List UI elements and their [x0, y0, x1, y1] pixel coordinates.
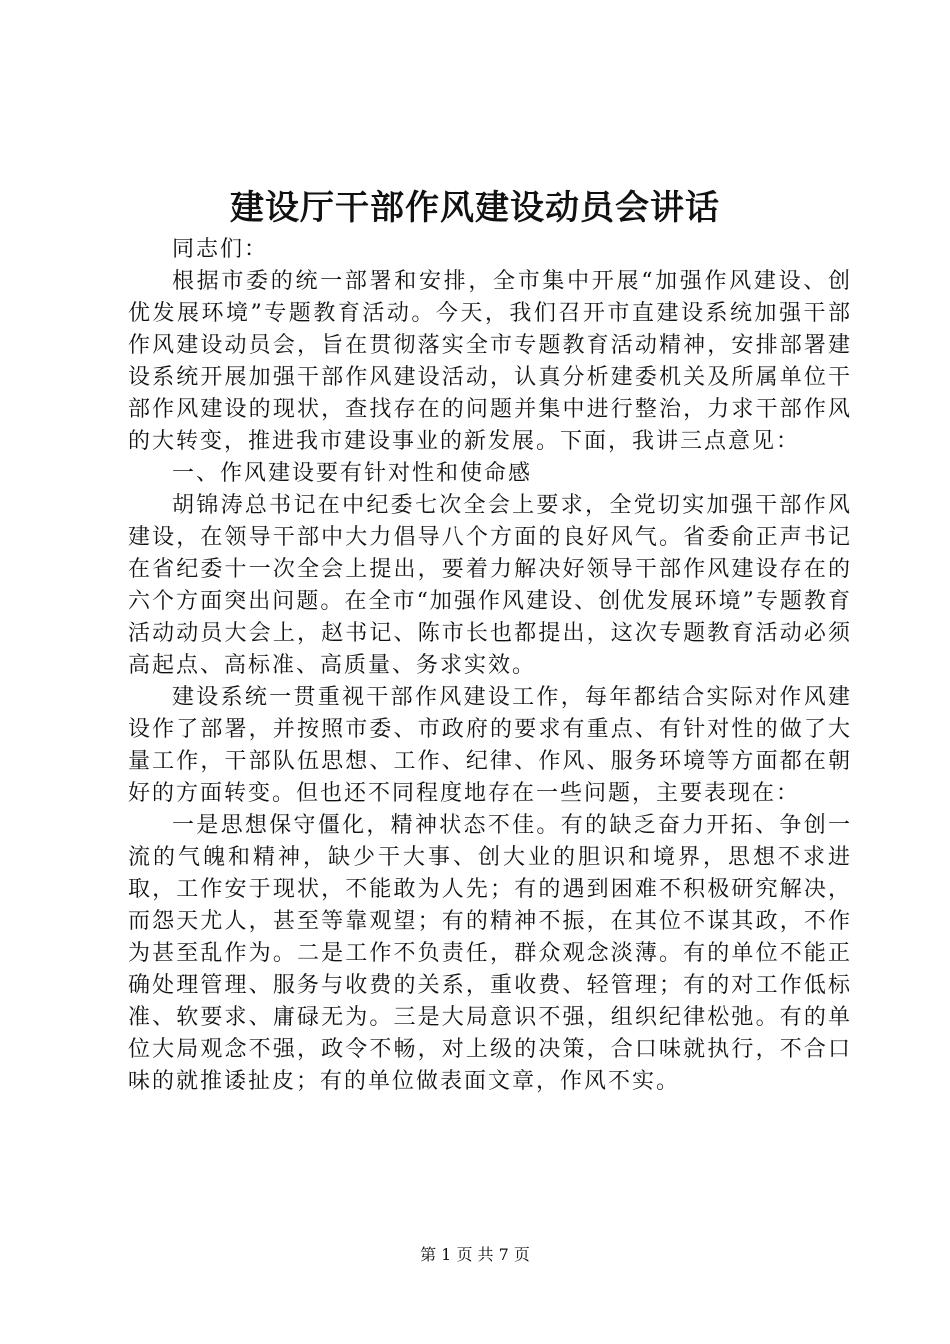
section-heading: 一、作风建设要有针对性和使命感	[172, 461, 533, 486]
document-body	[128, 234, 852, 1098]
body-paragraph: 胡锦涛总书记在中纪委七次全会上要求，全党切实加强干部作风建设，在领导干部中大力倡导八个方面的良好风气。省委俞正声书记在省纪委十一次全会上提出，要着力解决好领导干部作风建设存在的六个方面突出问题。在全市“加强作风建设、创优发展环境”专题教育活动动员大会上，赵书记、陈市长也都提出，这次专题教育活动必须高起点、高标准、高质量、务求实效。	[128, 493, 852, 678]
page-number-footer: 第 1 页 共 7 页	[420, 1245, 530, 1264]
body-paragraph: 建设系统一贯重视干部作风建设工作，每年都结合实际对作风建设作了部署，并按照市委、市政府的要求有重点、有针对性的做了大量工作，干部队伍思想、工作、纪律、作风、服务环境等方面都在朝好的方面转变。但也还不同程度地存在一些问题，主要表现在：	[128, 685, 852, 806]
intro-paragraph: 根据市委的统一部署和安排，全市集中开展“加强作风建设、创优发展环境”专题教育活动。今天，我们召开市直建设系统加强干部作风建设动员会，旨在贯彻落实全市专题教育活动精神，安排部署建设系统开展加强干部作风建设活动，认真分析建委机关及所属单位干部作风建设的现状，查找存在的问题并集中进行整治，力求干部作风的大转变，推进我市建设事业的新发展。下面，我讲三点意见：	[128, 269, 852, 454]
salutation-paragraph: 同志们：	[172, 237, 269, 262]
body-paragraph: 一是思想保守僵化，精神状态不佳。有的缺乏奋力开拓、争创一流的气魄和精神，缺少干大事、创大业的胆识和境界，思想不求进取，工作安于现状，不能敢为人先；有的遇到困难不积极研究解决，而怨天尤人，甚至等靠观望；有的精神不振，在其位不谋其政，不作为甚至乱作为。二是工作不负责任，群众观念淡薄。有的单位不能正确处理管理、服务与收费的关系，重收费、轻管理；有的对工作低标准、软要求、庸碌无为。三是大局意识不强，组织纪律松弛。有的单位大局观念不强，政令不畅，对上级的决策，合口味就执行，不合口味的就推诿扯皮；有的单位做表面文章，作风不实。	[128, 813, 852, 1094]
document-title: 建设厅干部作风建设动员会讲话	[230, 188, 720, 228]
